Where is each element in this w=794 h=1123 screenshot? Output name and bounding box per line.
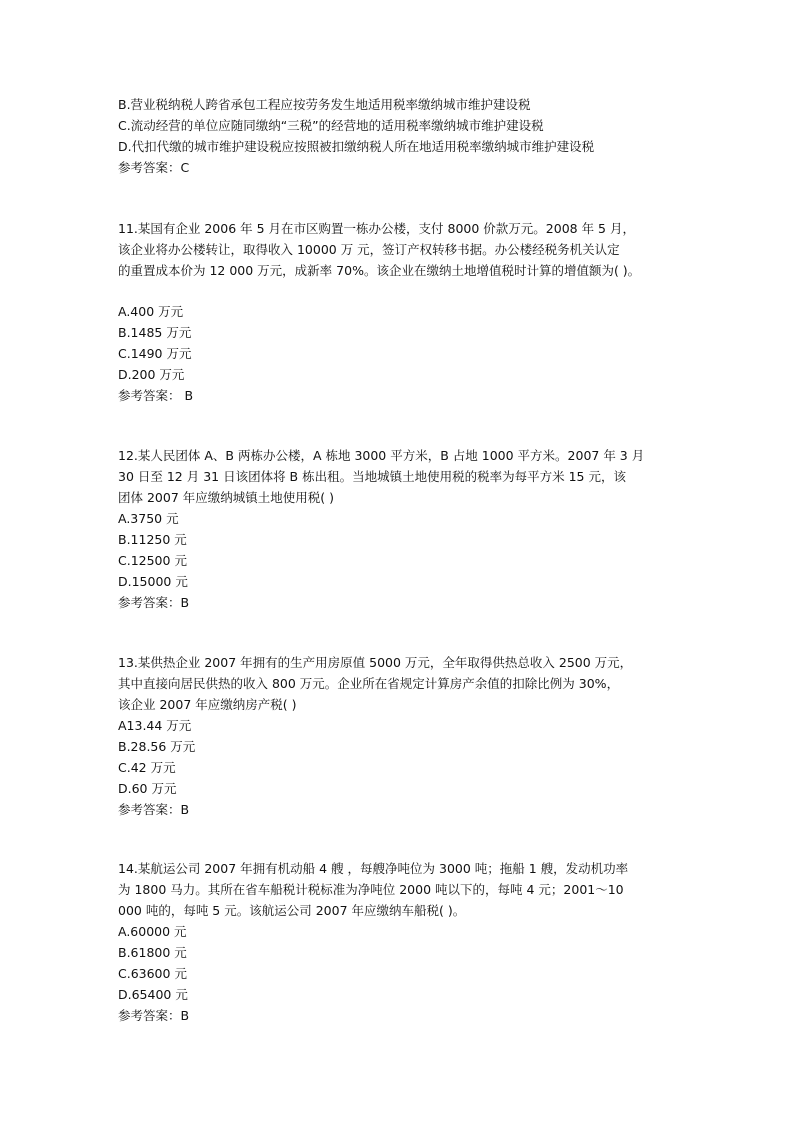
question-10-answer: 参考答案：C (118, 160, 190, 175)
question-11-option-d: D.200 万元 (118, 367, 185, 382)
question-14-option-d: D.65400 元 (118, 987, 188, 1002)
question-10-option-d: D.代扣代缴的城市维护建设税应按照被扣缴纳税人所在地适用税率缴纳城市维护建设税 (118, 139, 595, 154)
question-10-option-b: B.营业税纳税人跨省承包工程应按劳务发生地适用税率缴纳城市维护建设税 (118, 97, 531, 112)
question-13-option-b: B.28.56 万元 (118, 739, 196, 754)
question-14-stem-line-1: 14.某航运公司 2007 年拥有机动船 4 艘 ，每艘净吨位为 3000 吨；拖船 1 艘，发动机功率 (118, 861, 629, 876)
question-13-answer: 参考答案：B (118, 802, 190, 817)
question-14-option-b: B.61800 元 (118, 945, 187, 960)
question-11-stem-line-2: 该企业将办公楼转让，取得收入 10000 万 元，签订产权转移书据。办公楼经税务机关认定 (118, 242, 620, 257)
question-14-option-c: C.63600 元 (118, 966, 187, 981)
question-13-stem-line-1: 13.某供热企业 2007 年拥有的生产用房原值 5000 万元，全年取得供热总收入 2500 万元， (118, 655, 633, 670)
question-14-stem-line-2: 为 1800 马力。其所在省车船税计税标准为净吨位 2000 吨以下的，每吨 4 元；2001～10 (118, 882, 624, 897)
question-14-option-a: A.60000 元 (118, 924, 187, 939)
question-11-option-c: C.1490 万元 (118, 346, 192, 361)
question-12-option-a: A.3750 元 (118, 511, 179, 526)
question-11-answer: 参考答案： B (118, 388, 194, 403)
question-12-option-d: D.15000 元 (118, 574, 188, 589)
question-10-option-c: C.流动经营的单位应随同缴纳“三税”的经营地的适用税率缴纳城市维护建设税 (118, 118, 544, 133)
question-14-stem-line-3: 000 吨的，每吨 5 元。该航运公司 2007 年应缴纳车船税( )。 (118, 903, 466, 918)
question-13-option-d: D.60 万元 (118, 781, 177, 796)
question-12-stem-line-2: 30 日至 12 月 31 日该团体将 B 栋出租。当地城镇土地使用税的税率为每平方米 15 元，该 (118, 469, 626, 484)
question-13-stem-line-2: 其中直接向居民供热的收入 800 万元。企业所在省规定计算房产余值的扣除比例为 30%， (118, 676, 620, 691)
question-12-answer: 参考答案：B (118, 595, 190, 610)
question-11-option-a: A.400 万元 (118, 304, 184, 319)
question-12-option-b: B.11250 元 (118, 532, 187, 547)
question-13-option-a: A13.44 万元 (118, 718, 192, 733)
question-13-stem-line-3: 该企业 2007 年应缴纳房产税( ) (118, 697, 297, 712)
question-11-stem-line-1: 11.某国有企业 2006 年 5 月在市区购置一栋办公楼，支付 8000 价款万元。2008 年 5 月， (118, 221, 635, 236)
question-11-stem-line-3: 的重置成本价为 12 000 万元，成新率 70%。该企业在缴纳土地增值税时计算的增值额为( )。 (118, 263, 641, 278)
question-13-option-c: C.42 万元 (118, 760, 176, 775)
question-11-option-b: B.1485 万元 (118, 325, 192, 340)
question-12-stem-line-1: 12.某人民团体 A、B 两栋办公楼，A 栋地 3000 平方米，B 占地 1000 平方米。2007 年 3 月 (118, 448, 645, 463)
question-14-answer: 参考答案：B (118, 1008, 190, 1023)
question-12-option-c: C.12500 元 (118, 553, 187, 568)
question-12-stem-line-3: 团体 2007 年应缴纳城镇土地使用税( ) (118, 490, 334, 505)
